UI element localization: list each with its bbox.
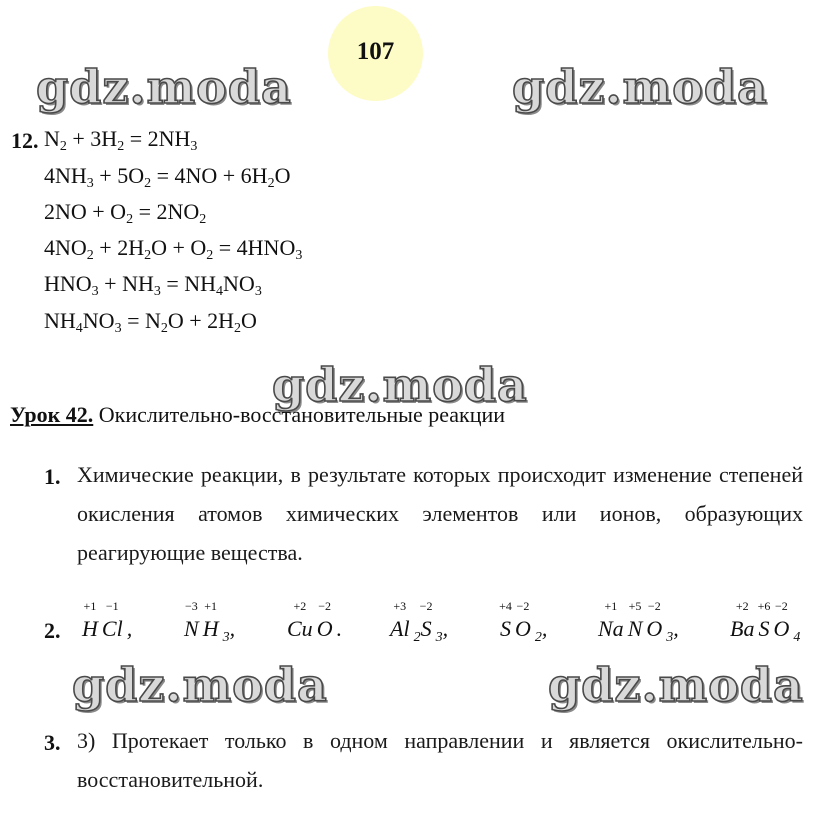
element-symbol: O: [773, 616, 790, 641]
watermark-logo: gdz.moda: [72, 658, 328, 712]
element-symbol: ,: [126, 616, 133, 641]
formula-text: O: [274, 163, 291, 188]
equation-1: [44, 126, 198, 154]
subscript: 4: [75, 321, 83, 336]
element-symbol: ,: [229, 616, 236, 641]
oxidation-state: −2: [775, 599, 788, 613]
element-symbol: N: [627, 616, 643, 641]
oxidation-state: −2: [516, 599, 530, 613]
element-symbol: .: [336, 616, 343, 641]
element-symbol: Cu: [287, 616, 313, 641]
oxidation-state: −2: [419, 599, 433, 613]
oxidation-state: +1: [604, 599, 618, 613]
subscript: 2: [413, 630, 421, 645]
element-symbol: S: [500, 616, 511, 641]
formula-text: + 3H: [66, 126, 118, 151]
oxidation-state: +3: [393, 599, 407, 613]
oxidation-state: +1: [204, 599, 218, 613]
compound-formula: [730, 616, 801, 645]
watermark-logo: gdz.moda: [548, 658, 804, 712]
item-number: 2.: [44, 618, 61, 643]
element-symbol: N: [184, 616, 199, 641]
formula-text: HNO: [44, 271, 92, 296]
subscript: 2: [160, 321, 168, 336]
equation-4: [44, 235, 303, 263]
oxidation-state: +5: [628, 599, 642, 613]
formula-text: = 2NO: [133, 199, 200, 224]
element-symbol: Na: [598, 616, 624, 641]
oxidation-state: −3: [184, 599, 198, 613]
element-symbol: Ba: [730, 616, 755, 641]
formula-text: + NH: [98, 271, 154, 296]
subscript: 2: [144, 248, 152, 263]
equation-5: [44, 271, 262, 299]
oxidation-state: +4: [499, 599, 512, 613]
element-symbol: S: [420, 616, 432, 641]
subscript: 3: [153, 284, 161, 299]
formula-text: 4NO: [44, 235, 87, 260]
oxidation-state: +2: [293, 599, 307, 613]
item-number: 1.: [44, 464, 61, 489]
subscript: 4: [216, 284, 224, 299]
subscript: 3: [91, 284, 99, 299]
compound-formula: [390, 616, 449, 645]
oxidation-state: +2: [735, 599, 749, 613]
element-symbol: ,: [541, 616, 548, 641]
element-symbol: O: [646, 616, 663, 641]
element-symbol: Al: [390, 616, 410, 641]
watermark-logo: gdz.moda: [272, 358, 528, 412]
formula-text: NO: [223, 271, 255, 296]
lesson-title: Окислительно-восстановительные реакции: [93, 402, 506, 427]
subscript: 3: [114, 321, 122, 336]
subscript: 4: [793, 630, 801, 645]
formula-text: O: [241, 308, 257, 333]
compound-formula: [82, 618, 132, 640]
formula-text: O + O: [151, 235, 207, 260]
element-symbol: O: [515, 616, 531, 641]
formula-text: = 4NO + 6H: [151, 163, 268, 188]
formula-text: = N: [121, 308, 161, 333]
oxidation-state: −2: [318, 599, 332, 613]
element-symbol: ,: [442, 616, 449, 641]
oxidation-state: −2: [647, 599, 661, 613]
compound-formula: [287, 618, 342, 640]
task-number: 12.: [11, 128, 39, 153]
answer-text: Химические реакции, в результате которых происходит изменение степеней окисления атомов химических элементов или ионов, образующих реагирующие вещества.: [77, 462, 803, 565]
subscript: 2: [206, 248, 214, 263]
oxidation-states-row: [0, 600, 813, 650]
formula-text: = 2NH: [124, 126, 191, 151]
subscript: 2: [234, 321, 242, 336]
subscript: 2: [59, 139, 67, 154]
subscript: 2: [86, 248, 94, 263]
subscript: 3: [435, 630, 443, 645]
compound-formula: [184, 616, 236, 645]
oxidation-state: −1: [105, 599, 119, 613]
element-symbol: O: [316, 616, 333, 641]
subscript: 3: [295, 248, 303, 263]
subscript: 3: [86, 176, 94, 191]
oxidation-state: +6: [757, 599, 771, 613]
subscript: 2: [117, 139, 125, 154]
formula-text: N: [44, 126, 60, 151]
lesson-label: Урок 42.: [10, 402, 94, 427]
formula-text: NO: [82, 308, 115, 333]
subscript: 3: [222, 630, 230, 645]
formula-text: = 4HNO: [213, 235, 296, 260]
formula-text: O + 2H: [167, 308, 235, 333]
item-number: 3.: [44, 730, 61, 755]
compound-formula: [598, 616, 679, 645]
answer-text: 3) Протекает только в одном направлении и является окислительно-восстановительной.: [77, 728, 803, 792]
formula-text: 4NH: [44, 163, 87, 188]
oxidation-state: +1: [83, 599, 97, 613]
watermark-logo: gdz.moda: [512, 60, 768, 114]
element-symbol: ,: [673, 616, 679, 641]
equation-6: [44, 308, 257, 336]
lesson-heading: [10, 402, 505, 428]
subscript: 3: [666, 630, 674, 645]
formula-text: NH: [44, 308, 76, 333]
subscript: 2: [199, 212, 207, 227]
subscript: 3: [190, 139, 198, 154]
subscript: 2: [534, 630, 542, 645]
element-symbol: H: [202, 616, 219, 641]
page-number: 107: [356, 38, 395, 65]
formula-text: 2NO + O: [44, 199, 127, 224]
formula-text: + 2H: [93, 235, 145, 260]
subscript: 2: [267, 176, 275, 191]
formula-text: = NH: [160, 271, 217, 296]
equation-3: [44, 199, 207, 227]
watermark-logo: gdz.moda: [36, 60, 292, 114]
element-symbol: Cl: [101, 616, 123, 641]
equation-2: [44, 163, 291, 191]
formula-text: + 5O: [93, 163, 145, 188]
element-symbol: H: [82, 616, 98, 641]
subscript: 2: [126, 212, 134, 227]
compound-formula: [500, 616, 548, 645]
subscript: 2: [144, 176, 152, 191]
element-symbol: S: [758, 616, 770, 641]
subscript: 3: [254, 284, 262, 299]
